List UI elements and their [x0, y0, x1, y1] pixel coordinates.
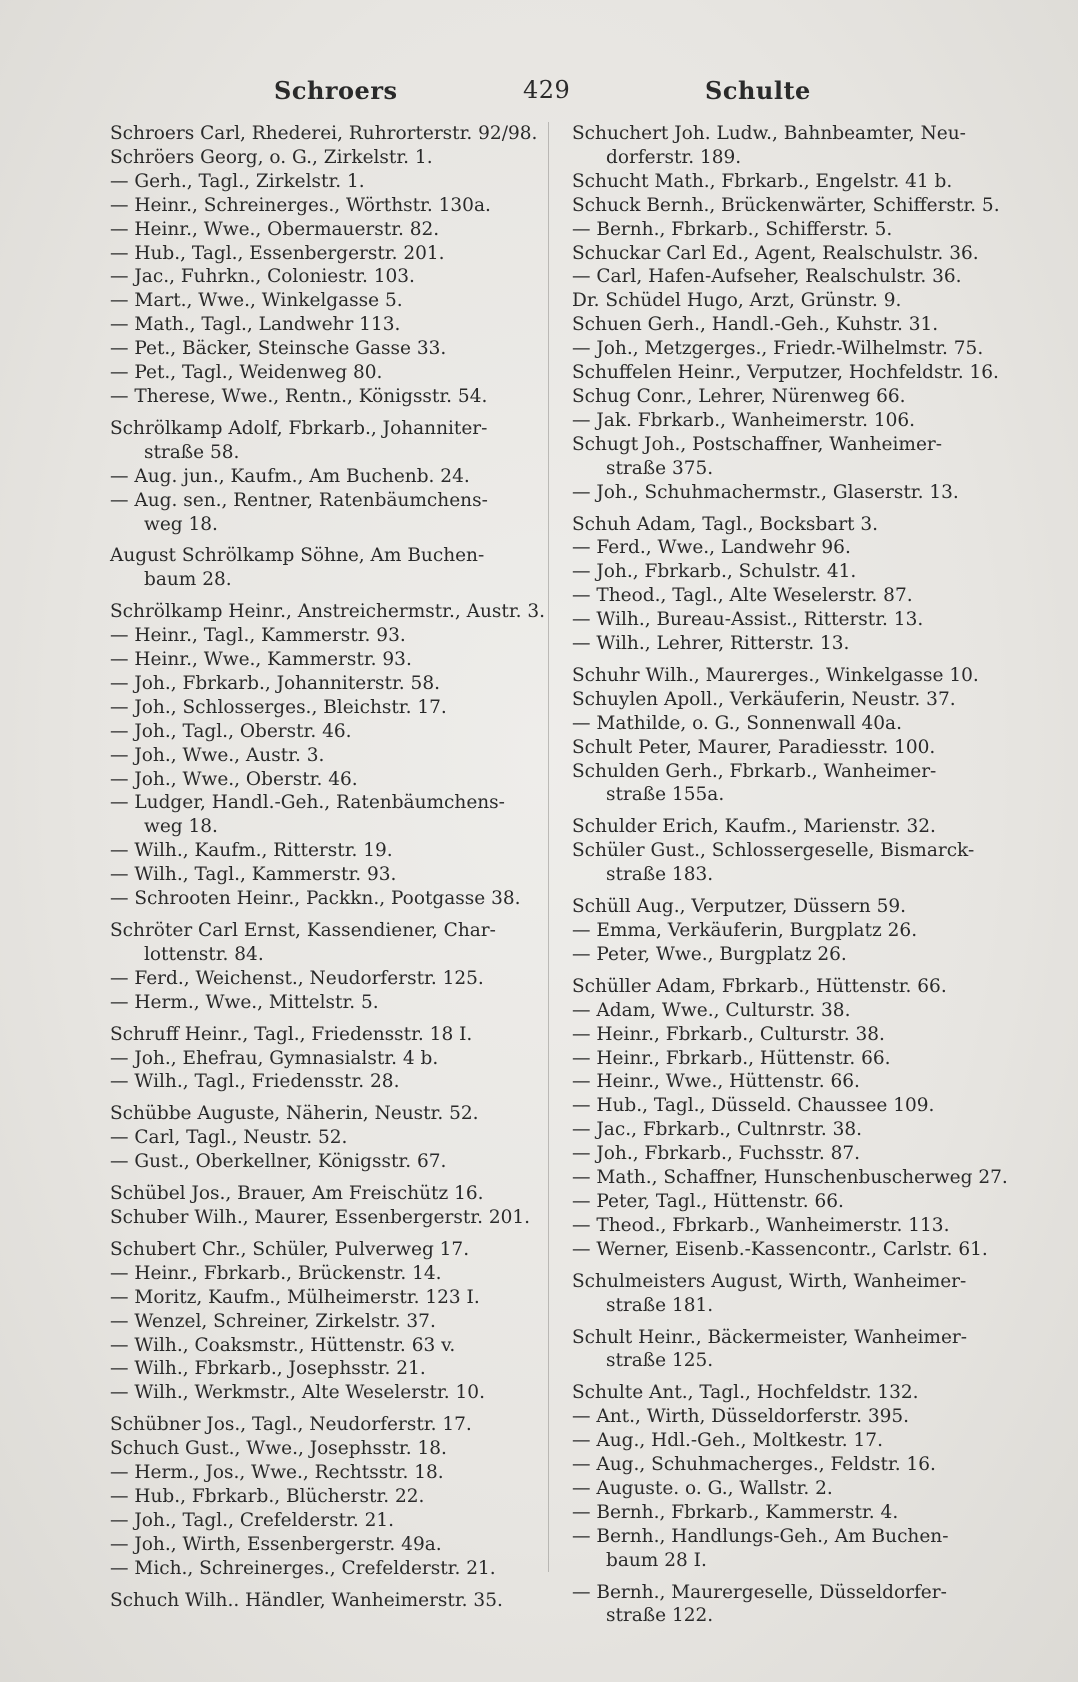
directory-entry: [572, 975, 1002, 999]
directory-entry: [572, 839, 1002, 887]
directory-entry: [110, 1461, 525, 1485]
directory-entry: [572, 1142, 1002, 1166]
directory-entry: [572, 1581, 1002, 1629]
entry-line: — Gerh., Tagl., Zirkelstr. 1.: [110, 170, 365, 192]
header-right-word: Schulte: [705, 76, 811, 105]
directory-entry: [110, 1126, 525, 1150]
directory-entry: [572, 122, 1002, 170]
entry-line: — Aug., Hdl.-Geh., Moltkestr. 17.: [572, 1430, 883, 1452]
directory-entry: [110, 648, 525, 672]
directory-entry: [110, 1357, 525, 1381]
directory-entry: [572, 170, 1002, 194]
entry-line: Schüller Adam, Fbrkarb., Hüttenstr. 66.: [572, 975, 947, 997]
directory-entry: [572, 560, 1002, 584]
directory-entry: [572, 1047, 1002, 1071]
directory-entry: [110, 696, 525, 720]
directory-entry: [572, 1094, 1002, 1118]
entry-continuation: dorferstr. 189.: [606, 146, 742, 168]
entry-line: Dr. Schüdel Hugo, Arzt, Grünstr. 9.: [572, 290, 902, 312]
directory-entry: [110, 919, 525, 967]
entry-line: Schult Peter, Maurer, Paradiesstr. 100.: [572, 736, 936, 758]
entry-line: — Heinr., Fbrkarb., Hüttenstr. 66.: [572, 1047, 891, 1069]
entry-line: Schroers Carl, Rhederei, Ruhrorterstr. 92/98.: [110, 123, 538, 144]
entry-line: — Heinr., Wwe., Kammerstr. 93.: [110, 649, 412, 671]
entry-line: — Herm., Wwe., Mittelstr. 5.: [110, 991, 379, 1013]
entry-line: — Bernh., Handlungs-Geh., Am Buchen-: [572, 1525, 949, 1547]
entry-line: — Heinr., Wwe., Hüttenstr. 66.: [572, 1071, 860, 1093]
directory-entry: [110, 863, 525, 887]
directory-entry: [110, 489, 525, 537]
directory-entry: [110, 1286, 525, 1310]
page-header: [0, 68, 1078, 108]
entry-line: — Gust., Oberkellner, Königsstr. 67.: [110, 1151, 447, 1173]
directory-entry: [110, 1262, 525, 1286]
entry-line: — Hub., Tagl., Düsseld. Chaussee 109.: [572, 1095, 935, 1117]
entry-line: — Emma, Verkäuferin, Burgplatz 26.: [572, 920, 918, 941]
entry-line: Schugt Joh., Postschaffner, Wanheimer-: [572, 433, 942, 455]
entry-line: Schult Heinr., Bäckermeister, Wanheimer-: [572, 1326, 968, 1348]
entry-line: — Theod., Tagl., Alte Weselerstr. 87.: [572, 585, 913, 607]
entry-line: — Joh., Wwe., Oberstr. 46.: [110, 768, 358, 790]
entry-line: Schulder Erich, Kaufm., Marienstr. 32.: [572, 816, 936, 838]
directory-entry: [572, 632, 1002, 656]
entry-line: — Wilh., Kaufm., Ritterstr. 19.: [110, 840, 393, 862]
directory-entry: [110, 1589, 525, 1613]
entry-line: Schüll Aug., Verputzer, Düssern 59.: [572, 896, 906, 918]
directory-entry: [572, 361, 1002, 385]
entry-line: Schuylen Apoll., Verkäuferin, Neustr. 37.: [572, 688, 956, 710]
header-left-word: Schroers: [274, 76, 398, 105]
directory-entry: [110, 991, 525, 1015]
entry-line: — Mart., Wwe., Winkelgasse 5.: [110, 290, 403, 312]
directory-entry: [110, 672, 525, 696]
entry-continuation: straße 122.: [606, 1605, 714, 1627]
directory-entry: [572, 895, 1002, 919]
entry-continuation: baum 28.: [144, 569, 232, 591]
entry-line: Schuch Gust., Wwe., Josephsstr. 18.: [110, 1438, 447, 1460]
entry-line: — Hub., Fbrkarb., Blücherstr. 22.: [110, 1485, 425, 1507]
entry-line: Schübner Jos., Tagl., Neudorferstr. 17.: [110, 1414, 472, 1436]
entry-line: — Auguste. o. G., Wallstr. 2.: [572, 1477, 833, 1499]
entry-line: — Wilh., Tagl., Friedensstr. 28.: [110, 1071, 400, 1093]
directory-entry: [110, 839, 525, 863]
entry-line: Schubert Chr., Schüler, Pulverweg 17.: [110, 1238, 470, 1260]
page-number: 429: [523, 76, 571, 104]
entry-line: — Bernh., Fbrkarb., Kammerstr. 4.: [572, 1501, 899, 1523]
entry-line: — Bernh., Fbrkarb., Schifferstr. 5.: [572, 218, 893, 240]
entry-line: Schuber Wilh., Maurer, Essenbergerstr. 201.: [110, 1206, 531, 1228]
entry-line: — Wenzel, Schreiner, Zirkelstr. 37.: [110, 1310, 436, 1332]
entry-line: Schüler Gust., Schlossergeselle, Bismarck-: [572, 840, 975, 862]
directory-entry: [110, 624, 525, 648]
directory-entry: [572, 433, 1002, 481]
directory-entry: [572, 1501, 1002, 1525]
entry-line: — Herm., Jos., Wwe., Rechtsstr. 18.: [110, 1462, 444, 1484]
directory-entry: [572, 1118, 1002, 1142]
entry-line: — Werner, Eisenb.-Kassencontr., Carlstr. 61.: [572, 1238, 988, 1260]
entry-line: — Aug., Schuhmacherges., Feldstr. 16.: [572, 1454, 936, 1476]
entry-line: — Joh., Fbrkarb., Schulstr. 41.: [572, 561, 857, 583]
entry-line: — Joh., Schuhmachermstr., Glaserstr. 13.: [572, 481, 959, 503]
directory-entry: [572, 1166, 1008, 1190]
directory-entry: [110, 544, 525, 592]
entry-line: — Joh., Tagl., Crefelderstr. 21.: [110, 1509, 395, 1531]
entry-line: Schuchert Joh. Ludw., Bahnbeamter, Neu-: [572, 123, 966, 144]
directory-entry: [572, 1214, 1002, 1238]
directory-entry: [110, 289, 525, 313]
directory-entry: [110, 1023, 525, 1047]
directory-entry: [572, 1525, 1002, 1573]
entry-line: — Therese, Wwe., Rentn., Königsstr. 54.: [110, 385, 488, 407]
entry-line: — Aug. jun., Kaufm., Am Buchenb. 24.: [110, 465, 470, 487]
entry-continuation: straße 58.: [144, 441, 240, 463]
entry-line: — Joh., Fbrkarb., Johanniterstr. 58.: [110, 672, 440, 694]
directory-entry: [572, 337, 1002, 361]
directory-entry: [110, 791, 525, 839]
entry-line: — Math., Schaffner, Hunschenbuscherweg 27.: [572, 1167, 1008, 1189]
entry-line: — Jac., Fuhrkn., Coloniestr. 103.: [110, 266, 415, 288]
entry-line: — Joh., Ehefrau, Gymnasialstr. 4 b.: [110, 1047, 439, 1069]
directory-entry: [110, 337, 525, 361]
entry-line: Schübbe Auguste, Näherin, Neustr. 52.: [110, 1103, 479, 1125]
directory-entry: [110, 122, 538, 146]
directory-entry: [110, 242, 525, 266]
entry-line: — Mathilde, o. G., Sonnenwall 40a.: [572, 712, 902, 734]
entry-line: — Schrooten Heinr., Packkn., Pootgasse 38.: [110, 888, 521, 910]
entry-line: — Carl, Hafen-Aufseher, Realschulstr. 36.: [572, 266, 962, 288]
directory-entry: [110, 1182, 525, 1206]
directory-entry: [110, 720, 525, 744]
directory-entry: [572, 513, 1002, 537]
directory-entry: [110, 887, 525, 911]
entry-line: — Wilh., Werkmstr., Alte Weselerstr. 10.: [110, 1382, 485, 1404]
entry-line: — Pet., Bäcker, Steinsche Gasse 33.: [110, 338, 447, 360]
entry-line: — Theod., Fbrkarb., Wanheimerstr. 113.: [572, 1214, 950, 1236]
directory-entry: [110, 361, 525, 385]
directory-entry: [572, 194, 1002, 218]
entry-line: — Heinr., Fbrkarb., Brückenstr. 14.: [110, 1262, 442, 1284]
directory-entry: [110, 417, 525, 465]
directory-entry: [572, 943, 1002, 967]
directory-entry: [110, 1437, 525, 1461]
directory-entry: [110, 218, 525, 242]
entry-line: — Peter, Wwe., Burgplatz 26.: [572, 943, 847, 965]
entry-line: Schuffelen Heinr., Verputzer, Hochfeldstr. 16.: [572, 362, 999, 384]
entry-continuation: straße 375.: [606, 457, 714, 479]
directory-entry: [572, 1429, 1002, 1453]
directory-entry: [572, 481, 1002, 505]
directory-entry: [572, 736, 1002, 760]
entry-line: Schrölkamp Heinr., Anstreichermstr., Austr. 3.: [110, 601, 546, 623]
entry-line: — Joh., Wirth, Essenbergerstr. 49a.: [110, 1533, 442, 1555]
directory-entry: [110, 1070, 525, 1094]
directory-entry: [572, 919, 1002, 943]
entry-line: Schübel Jos., Brauer, Am Freischütz 16.: [110, 1183, 484, 1205]
directory-entry: [572, 1070, 1002, 1094]
entry-line: — Heinr., Wwe., Obermauerstr. 82.: [110, 218, 440, 240]
entry-line: Schulmeisters August, Wirth, Wanheimer-: [572, 1270, 967, 1292]
entry-line: Schulden Gerh., Fbrkarb., Wanheimer-: [572, 760, 937, 782]
directory-entry: [572, 999, 1002, 1023]
directory-entry: [110, 194, 525, 218]
directory-entry: [572, 289, 1002, 313]
entry-line: Schröers Georg, o. G., Zirkelstr. 1.: [110, 146, 433, 168]
directory-entry: [572, 1270, 1002, 1318]
entry-line: — Joh., Metzgerges., Friedr.-Wilhelmstr. 75.: [572, 338, 984, 360]
entry-line: — Ferd., Wwe., Landwehr 96.: [572, 537, 851, 559]
directory-entry: [572, 1381, 1002, 1405]
entry-line: — Ludger, Handl.-Geh., Ratenbäumchens-: [110, 792, 505, 814]
directory-entry: [572, 265, 1002, 289]
entry-continuation: straße 183.: [606, 864, 714, 886]
directory-entry: [572, 688, 1002, 712]
entry-line: — Pet., Tagl., Weidenweg 80.: [110, 362, 383, 384]
entry-line: — Aug. sen., Rentner, Ratenbäumchens-: [110, 489, 488, 511]
entry-line: — Wilh., Bureau-Assist., Ritterstr. 13.: [572, 609, 924, 631]
entry-line: — Heinr., Fbrkarb., Culturstr. 38.: [572, 1023, 885, 1045]
directory-entry: [110, 768, 525, 792]
directory-entry: [572, 584, 1002, 608]
directory-entry: [110, 1047, 525, 1071]
entry-line: — Bernh., Maurergeselle, Düsseldorfer-: [572, 1581, 947, 1603]
entry-line: — Wilh., Coaksmstr., Hüttenstr. 63 v.: [110, 1334, 456, 1356]
entry-line: Schug Conr., Lehrer, Nürenweg 66.: [572, 385, 906, 407]
entry-line: Schruff Heinr., Tagl., Friedensstr. 18 I.: [110, 1023, 473, 1045]
entry-line: — Ferd., Weichenst., Neudorferstr. 125.: [110, 967, 484, 989]
directory-entry: [110, 1334, 525, 1358]
directory-entry: [110, 1381, 525, 1405]
right-column: [572, 122, 1008, 1628]
entry-continuation: straße 181.: [606, 1294, 714, 1316]
directory-entry: [110, 313, 525, 337]
directory-entry: [110, 385, 525, 409]
entry-line: — Carl, Tagl., Neustr. 52.: [110, 1127, 348, 1149]
directory-entry: [572, 1405, 1002, 1429]
directory-entry: [110, 967, 525, 991]
directory-entry: [572, 1477, 1002, 1501]
entry-line: Schuen Gerh., Handl.-Geh., Kuhstr. 31.: [572, 314, 939, 336]
entry-line: — Wilh., Tagl., Kammerstr. 93.: [110, 864, 397, 886]
entry-line: Schulte Ant., Tagl., Hochfeldstr. 132.: [572, 1382, 919, 1404]
entry-continuation: straße 125.: [606, 1350, 714, 1372]
directory-entry: [572, 536, 1002, 560]
directory-entry: [110, 1206, 531, 1230]
directory-entry: [110, 1310, 525, 1334]
entry-line: — Moritz, Kaufm., Mülheimerstr. 123 I.: [110, 1286, 480, 1308]
directory-entry: [110, 1150, 525, 1174]
directory-entry: [110, 170, 525, 194]
directory-entry: [110, 265, 525, 289]
directory-entry: [110, 146, 525, 170]
directory-entry: [572, 664, 1002, 688]
entry-line: — Jak. Fbrkarb., Wanheimerstr. 106.: [572, 409, 916, 431]
directory-entry: [110, 1485, 525, 1509]
directory-entry: [110, 744, 525, 768]
entry-line: — Heinr., Tagl., Kammerstr. 93.: [110, 625, 406, 647]
directory-entry: [110, 1557, 525, 1581]
entry-line: Schuhr Wilh., Maurerges., Winkelgasse 10.: [572, 664, 979, 686]
directory-entry: [572, 1238, 1002, 1262]
directory-entry: [110, 600, 546, 624]
entry-line: Schuckar Carl Ed., Agent, Realschulstr. 36.: [572, 242, 979, 264]
entry-continuation: lottenstr. 84.: [144, 943, 264, 965]
entry-line: Schuh Adam, Tagl., Bocksbart 3.: [572, 513, 879, 535]
directory-entry: [572, 313, 1002, 337]
entry-line: Schucht Math., Fbrkarb., Engelstr. 41 b.: [572, 170, 953, 192]
entry-continuation: straße 155a.: [606, 784, 725, 806]
entry-line: — Adam, Wwe., Culturstr. 38.: [572, 999, 851, 1021]
directory-entry: [572, 1453, 1002, 1477]
directory-entry: [572, 385, 1002, 409]
directory-entry: [110, 1533, 525, 1557]
entry-line: — Math., Tagl., Landwehr 113.: [110, 314, 401, 336]
entry-line: Schuck Bernh., Brückenwärter, Schifferstr. 5.: [572, 194, 1000, 216]
directory-entry: [572, 409, 1002, 433]
entry-continuation: weg 18.: [144, 513, 218, 535]
left-column: [110, 122, 546, 1612]
directory-entry: [572, 608, 1002, 632]
entry-continuation: baum 28 I.: [606, 1549, 707, 1571]
entry-line: Schuch Wilh.. Händler, Wanheimerstr. 35.: [110, 1589, 503, 1611]
entry-line: Schrölkamp Adolf, Fbrkarb., Johanniter-: [110, 417, 488, 439]
entry-line: — Joh., Fbrkarb., Fuchsstr. 87.: [572, 1143, 861, 1165]
column-divider: [548, 122, 549, 1572]
entry-line: — Jac., Fbrkarb., Cultnrstr. 38.: [572, 1119, 863, 1141]
directory-entry: [572, 242, 1002, 266]
entry-line: — Hub., Tagl., Essenbergerstr. 201.: [110, 242, 445, 264]
directory-entry: [572, 712, 1002, 736]
entry-line: — Wilh., Lehrer, Ritterstr. 13.: [572, 633, 850, 655]
directory-entry: [110, 1413, 525, 1437]
entry-line: — Ant., Wirth, Düsseldorferstr. 395.: [572, 1406, 910, 1428]
directory-entry: [110, 465, 525, 489]
entry-line: Schröter Carl Ernst, Kassendiener, Char-: [110, 920, 496, 941]
entry-line: — Mich., Schreinerges., Crefelderstr. 21.: [110, 1557, 496, 1579]
entry-line: — Joh., Wwe., Austr. 3.: [110, 744, 325, 766]
entry-line: — Joh., Tagl., Oberstr. 46.: [110, 720, 352, 742]
entry-continuation: weg 18.: [144, 816, 218, 838]
directory-entry: [572, 1190, 1002, 1214]
directory-entry: [110, 1102, 525, 1126]
directory-entry: [572, 760, 1002, 808]
directory-entry: [572, 1326, 1002, 1374]
directory-entry: [572, 1023, 1002, 1047]
entry-line: — Heinr., Schreinerges., Wörthstr. 130a.: [110, 194, 491, 216]
directory-entry: [110, 1509, 525, 1533]
entry-line: August Schrölkamp Söhne, Am Buchen-: [110, 545, 485, 567]
entry-line: — Joh., Schlosserges., Bleichstr. 17.: [110, 696, 447, 718]
directory-entry: [572, 218, 1002, 242]
directory-entry: [110, 1238, 525, 1262]
directory-entry: [572, 815, 1002, 839]
entry-line: — Peter, Tagl., Hüttenstr. 66.: [572, 1190, 844, 1212]
entry-line: — Wilh., Fbrkarb., Josephsstr. 21.: [110, 1358, 426, 1380]
